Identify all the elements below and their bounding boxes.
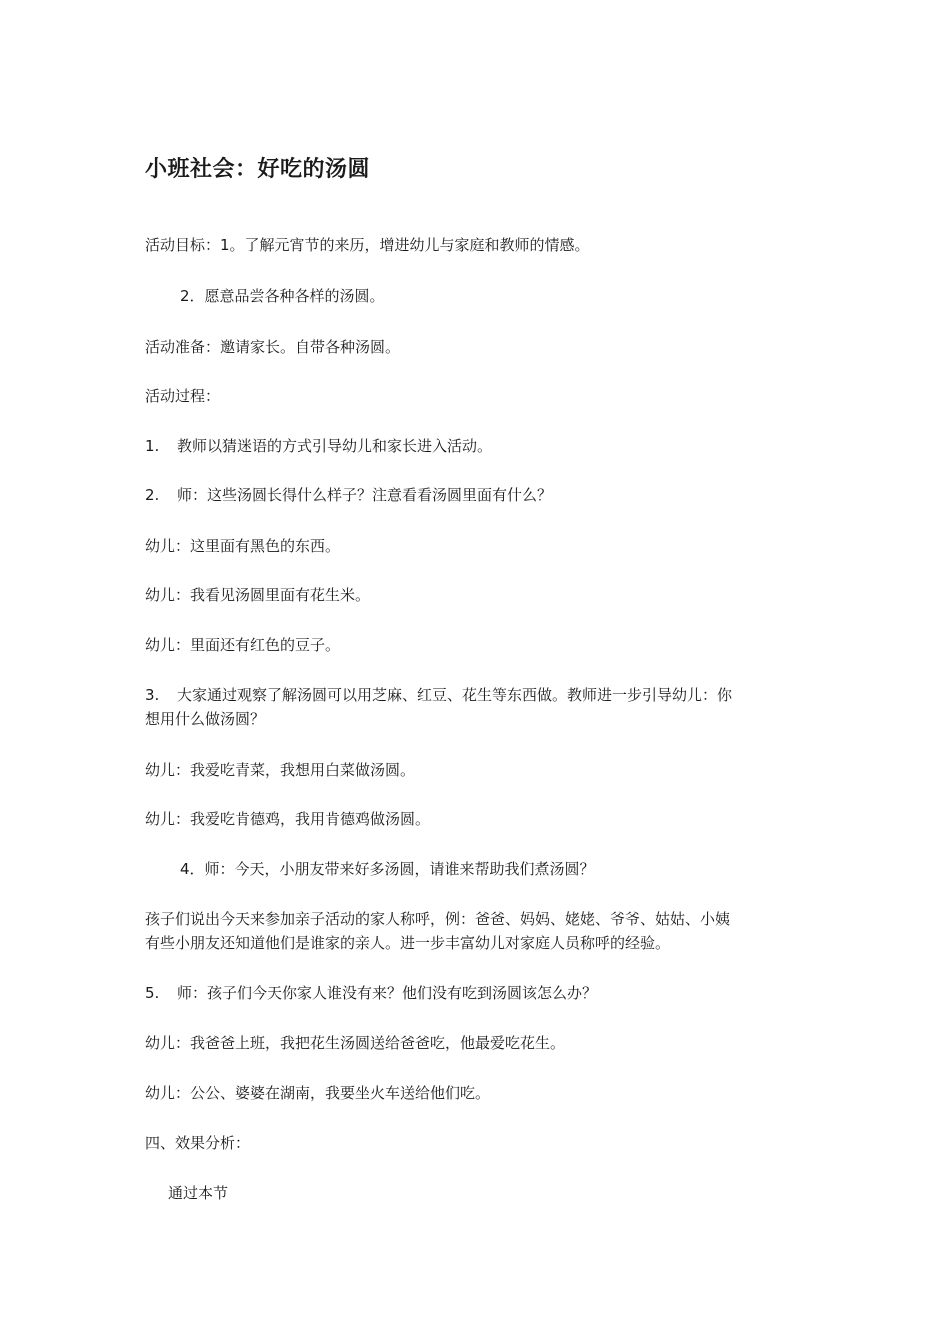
step-2 [145, 482, 815, 508]
step-3-text-a: 大家通过观察了解汤圆可以用芝麻、红豆、花生等东西做。教师进一步引导幼儿：你 [177, 686, 733, 704]
process-heading: 活动过程： [145, 387, 221, 405]
step-5-number: 5. [145, 984, 160, 1002]
step-2-number: 2. [145, 486, 160, 504]
step-2-text: 师：这些汤圆长得什么样子？注意看看汤圆里面有什么？ [177, 486, 553, 504]
child-response-5: 幼儿：我爱吃肯德鸡，我用肯德鸡做汤圆。 [145, 810, 431, 828]
step-3-text-b: 想用什么做汤圆？ [145, 710, 266, 728]
step-1-number: 1. [145, 437, 160, 455]
child-response-2: 幼儿：我看见汤圆里面有花生米。 [145, 586, 371, 604]
goal-line-1: 活动目标：1。了解元宵节的来历，增进幼儿与家庭和教师的情感。 [145, 236, 590, 254]
child-response-6: 幼儿：我爸爸上班，我把花生汤圆送给爸爸吃，他最爱吃花生。 [145, 1034, 566, 1052]
step-3-number: 3. [145, 686, 160, 704]
child-response-7: 幼儿：公公、婆婆在湖南，我要坐火车送给他们吃。 [145, 1084, 491, 1102]
child-response-4: 幼儿：我爱吃青菜，我想用白菜做汤圆。 [145, 761, 416, 779]
child-response-3: 幼儿：里面还有红色的豆子。 [145, 636, 341, 654]
paragraph-line-b: 有些小朋友还知道他们是谁家的亲人。进一步丰富幼儿对家庭人员称呼的经验。 [145, 934, 671, 952]
step-5-text: 师：孩子们今天你家人谁没有来？他们没有吃到汤圆该怎么办？ [177, 984, 598, 1002]
step-1 [145, 433, 815, 459]
document-title: 小班社会：好吃的汤圆 [145, 157, 371, 182]
step-1-text: 教师以猜迷语的方式引导幼儿和家长进入活动。 [177, 437, 493, 455]
goal-line-2: 2．愿意品尝各种各样的汤圆。 [180, 287, 385, 305]
step-4: 4．师：今天，小朋友带来好多汤圆，请谁来帮助我们煮汤圆？ [180, 860, 595, 878]
analysis-heading: 四、效果分析： [145, 1134, 251, 1152]
step-5 [145, 980, 815, 1006]
step-3 [145, 682, 815, 708]
preparation-line: 活动准备：邀请家长。自带各种汤圆。 [145, 338, 401, 356]
paragraph-line-a: 孩子们说出今天来参加亲子活动的家人称呼，例：爸爸、妈妈、姥姥、爷爷、姑姑、小姨 [145, 910, 731, 928]
analysis-text: 通过本节 [168, 1184, 229, 1202]
child-response-1: 幼儿：这里面有黑色的东西。 [145, 537, 341, 555]
